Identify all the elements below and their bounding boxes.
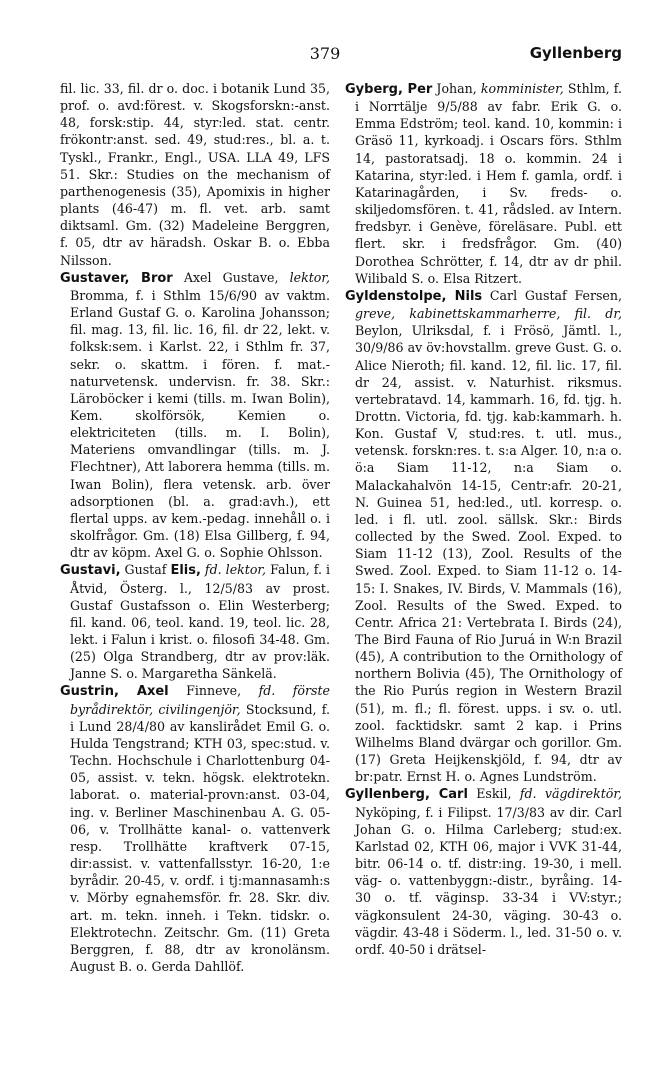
entry-name: Gyllenberg, Carl bbox=[345, 787, 468, 803]
entry-forename: Carl Gustaf Fersen, bbox=[482, 287, 622, 303]
entry-name: Gyberg, Per bbox=[345, 82, 433, 97]
entry-continued bbox=[60, 80, 330, 269]
entry-title: greve, kabinettskammarherre, fil. dr, bbox=[355, 306, 622, 322]
page-number: 379 bbox=[309, 44, 341, 63]
entry-name: Gustrin, Axel bbox=[60, 684, 169, 700]
left-column bbox=[60, 80, 330, 975]
entry-text: Nyköping, f. i Filipst. 17/3/83 av dir. Carl Johan G. o. Hilma Carleberg; stud:ex. Karlstad 02, KTH 06, major i VVK 31-44, bitr. 06-14 o. tf. distr:ing. 19-30, i mell. väg- o. vattenbyggn:-distr., byråing. 14-30 o. tf. väginsp. 33-34 i VV:styr.; vägkonsulent 24-30, väging. 30-43 o. vägdir. 43-48 i Söderm. l., led. 31-50 o. v. ordf. 40-50 i drätsel- bbox=[355, 804, 622, 957]
entry-title: fd. vägdirektör, bbox=[519, 786, 622, 802]
entry-gyberg bbox=[345, 80, 622, 287]
entry-forename: Gustaf bbox=[120, 562, 171, 578]
entry-name: Gyldenstolpe, Nils bbox=[345, 288, 483, 304]
entry-text: Bromma, f. i Sthlm 15/6/90 av vaktm. Erland Gustaf G. o. Karolina Johansson; fil. mag. 13, fil. lic. 16, fil. dr 22, lekt. v. folksk:sem. i Karlst. 22, i Sthlm fr. 37, sekr. o. skattm. i fören. f. mat.-naturvetensk. undervisn. fr. 38. Skr.: Läroböcker i kemi (tills. m. Iwan Bolin), Kem. skolförsök, Kemien o. elektriciteten (tills. m. I. Bolin), Materiens omvandlingar (tills. m. J. Flechtner), Att laborera hemma (tills. m. Iwan Bolin), flera vetensk. arb. över adsorptionen (bl. a. grad:avh.), ett flertal upps. av kem.-pedag. innehåll o. i skolfrågor. Gm. (18) Elsa Gillberg, f. 94, dtr av köpm. Axel G. o. Sophie Ohlsson. bbox=[70, 287, 330, 561]
entry-name: Gustavi, bbox=[60, 563, 121, 579]
entry-gustrin bbox=[60, 682, 330, 975]
entry-title: fd. lektor, bbox=[200, 562, 267, 578]
entry-title: fd. förste byrådirektör, civilingenjör, bbox=[70, 683, 330, 717]
entry-forename: Johan, bbox=[432, 81, 481, 96]
entry-text: Falun, f. i Åtvid, Österg. l., 12/5/83 av prost. Gustaf Gustafsson o. Elin Westerberg; fil. kand. 06, teol. kand. 19, teol. lic. 28, lekt. i Falun i krist. o. filosofi 34-48. Gm. (25) Olga Strandberg, dtr av prov:läk. Janne S. o. Margaretha Sänkelä. bbox=[70, 562, 330, 682]
right-column bbox=[345, 80, 622, 958]
entry-gustaver bbox=[60, 269, 330, 562]
entry-gyldenstolpe bbox=[345, 287, 622, 786]
entry-title: lektor, bbox=[289, 269, 330, 285]
entry-text: Sthlm, f. i Norrtälje 9/5/88 av fabr. Erik G. o. Emma Edström; teol. kand. 10, kommin: i Gräsö 11, kyrkoadj. i Oscars förs. Sthlm 14, pastoratsadj. 18 o. kommin. 24 i Katarina, styr:led. i Hem f. gamla, ordf. i Katarinagården, i Sv. freds- o. skiljedomsfören. t. 41, rådsled. av Intern. fredsbyr. i Genève, föreläsare. Publ. ett flert. skr. i fredsfrågor. Gm. (40) Dorothea Schrötter, f. 14, dtr av dr phil. Wilibald S. o. Elsa Ritzert. bbox=[355, 81, 622, 286]
entry-name-secondary: Elis, bbox=[170, 563, 201, 579]
entry-gyllenberg bbox=[345, 785, 622, 958]
running-head: Gyllenberg bbox=[529, 44, 622, 62]
page-header bbox=[0, 44, 664, 72]
entry-text: Beylon, Ulriksdal, f. i Frösö, Jämtl. l., 30/9/86 av öv:hovstallm. greve Gust. G. o. Alice Nieroth; fil. kand. 12, fil. lic. 17, fil. dr 24, assist. v. Naturhist. riksmus. vertebratavd. 14, kammarh. 16, fd. tjg. h. Drottn. Victoria, fd. tjg. kab:kammarh. h. Kon. Gustaf V, stud:res. t. utl. mus., vetensk. forskn:res. t. s:a Alger. 10, n:a o. ö:a Siam 11-12, n:a Siam o. Malackahalvön 14-15, Centr:afr. 20-21, N. Guinea 51, hed:led., utl. korresp. o. led. i fl. utl. zool. sällsk. Skr.: Birds collected by the Swed. Zool. Exped. to Siam 11-12 (13), Zool. Results of the Swed. Zool. Exped. to Siam 11-12 o. 14-15: I. Snakes, IV. Birds, V. Mammals (16), Zool. Results of the Swed. Exped. to Centr. Africa 21: Vertebrata I. Birds (24), The Bird Fauna of Rio Juruá in W:n Brazil (45), A contribution to the Ornithology of northern Bolivia (45), The Ornithology of the Rio Purús region in Western Brazil (51), m. fl.; fl. förest. upps. i sv. o. utl. zool. facktidskr. samt 2 kap. i Prins Wilhelms Bland dvärgar och gorillor. Gm. (17) Greta Heijkenskjöld, f. 94, dtr av br:patr. Ernst H. o. Agnes Lundström. bbox=[355, 323, 622, 785]
entry-forename: Axel Gustave, bbox=[172, 269, 290, 285]
entry-forename: Eskil, bbox=[467, 786, 520, 802]
entry-text: Stocksund, f. i Lund 28/4/80 av kanslirådet Emil G. o. Hulda Tengstrand; KTH 03, spec:stud. v. Techn. Hochschule i Charlottenburg 04-05, assist. v. tekn. högsk. elektrotekn. laborat. o. material-provn:anst. 03-04, ing. v. Berliner Maschinenbau A. G. 05-06, v. Trollhätte kanal- o. vattenverk resp. Trollhätte kraftverk 07-15, dir:assist. v. vattenfallsstyr. 16-20, 1:e byrådir. 20-45, v. ordf. i tj:mannasamh:s v. Mörby egnahemsför. fr. 28. Skr. div. art. m. tekn. inneh. i Tekn. tidskr. o. Elektrotechn. Zeitschr. Gm. (11) Greta Berggren, f. 88, dtr av kronolänsm. August B. o. Gerda Dahllöf. bbox=[70, 701, 330, 974]
entry-name: Gustaver, Bror bbox=[60, 270, 173, 286]
entry-gustavi bbox=[60, 561, 330, 682]
entry-title: komminister, bbox=[480, 81, 564, 96]
entry-forename: Finneve, bbox=[168, 683, 259, 699]
entry-text: fil. lic. 33, fil. dr o. doc. i botanik Lund 35, prof. o. avd:förest. v. Skogsforskn:-anst. 48, forsk:stip. 44, styr:led. stat. centr. frökontr:anst. sed. 49, stud:res., bl. a. t. Tyskl., Frankr., Engl., USA. LLA 49, LFS 51. Skr.: Studies on the mechanism of parthenogenesis (35), Apomixis in higher plants (46-47) m. fl. vet. arb. samt diktsaml. Gm. (32) Madeleine Berggren, f. 05, dtr av häradsh. Oskar B. o. Ebba Nilsson. bbox=[60, 81, 330, 268]
